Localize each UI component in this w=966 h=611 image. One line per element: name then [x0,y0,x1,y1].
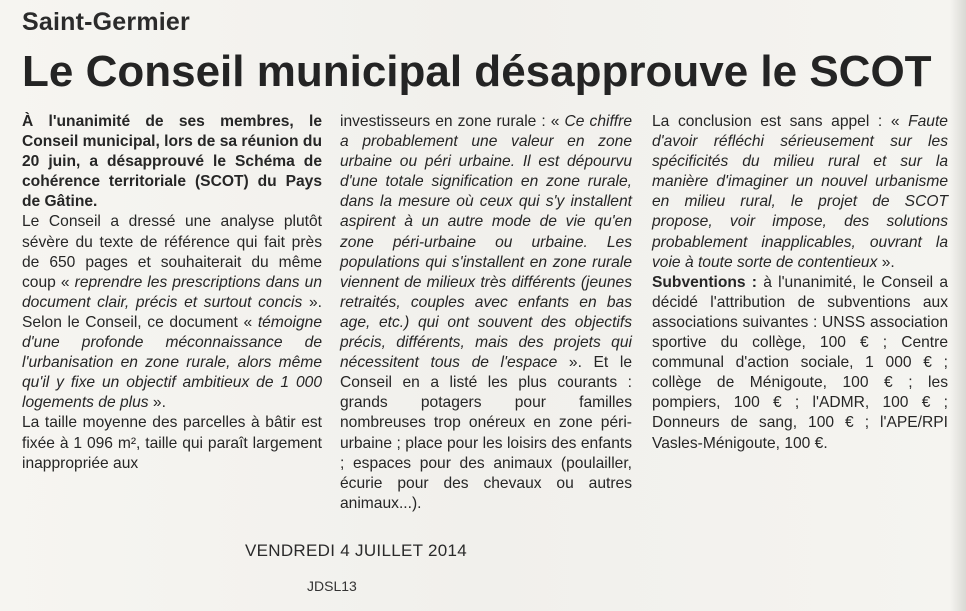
body-paragraph-2: La taille moyenne des parcelles à bâtir est fixée à 1 096 m², taille qui paraît largement inappropriée aux [22,414,322,472]
body-paragraph-4 [652,112,948,273]
subhead-subventions: Subventions : [652,273,757,291]
text-run: investisseurs en zone rurale : « [340,113,565,130]
headline: Le Conseil municipal désapprouve le SCOT [22,47,932,96]
body-paragraph-1 [22,212,322,413]
text-run: ». Et le Conseil en a listé les plus courants : grands potagers pour familles nombreuses trop onéreux en zone péri-urbaine ; place pour les loisirs des enfants ; espaces pour des animaux (poulailler, écurie pour des chevaux ou autres animaux...). [340,354,632,512]
text-run: Le Conseil a dressé une analyse plutôt sévère du texte de référence qui fait près de 650 pages et souhaiterait du même coup « [22,213,322,291]
quote-run: Faute d'avoir réfléchi sérieusement sur les spécificités du milieu rural et sur la manière d'imaginer un nouvel urbanisme en milieu rural, le projet de SCOT propose, voir impose, des solutions probablement inapplicables, ouvrant la voie à toute sorte de contentieux [652,113,948,271]
body-paragraph-5 [652,273,948,454]
column-1 [22,112,322,474]
text-run: à l'unanimité, le Conseil a décidé l'attribution de subventions aux associations suivantes : UNSS association sportive du collège, 100 € ; Centre communal d'action sociale, 1 000 € ; collège de Ménigoute, 100 € ; les pompiers, 100 € ; l'ADMR, 100 € ; Donneurs de sang, 100 € ; l'APE/RPI Vasles-Ménigoute, 100 €. [652,273,948,452]
lead-paragraph: À l'unanimité de ses membres, le Conseil municipal, lors de sa réunion du 20 juin, a désapprouvé le Schéma de cohérence territoriale (SCOT) du Pays de Gâtine. [22,113,322,211]
quote-run: reprendre les prescriptions dans un document clair, précis et surtout concis [22,273,322,311]
body-paragraph-3 [340,112,632,514]
quote-run: Ce chiffre a probablement une valeur en zone urbaine ou péri urbaine. Il est dépourvu d'une totale signification en zone rurale, dans la mesure où ceux qui s'y installent aspirent à un autre mode de vie qu'en zone péri-urbaine ou urbaine. Les populations qui s'installent en zone rurale viennent de milieux très différents (jeunes retraités, couples avec enfants en bas age, etc.) qui ont souvent des objectifs précis, différents, mais des projets qui nécessitent tous de l'espace [340,113,633,372]
publication-date: VENDREDI 4 JUILLET 2014 [245,541,468,560]
page-folio: JDSL13 [307,578,357,594]
text-run: ». [877,253,895,271]
column-2 [340,112,632,514]
text-run: La conclusion est sans appel : « [652,113,909,130]
section-title: Saint-Germier [22,8,190,36]
text-run: ». [148,394,166,412]
page-edge-shadow [950,0,966,611]
text-run: ». Selon le Conseil, ce document « [22,293,322,331]
column-3 [652,112,948,454]
quote-run: témoigne d'une profonde méconnaissance de l'urbanisation en zone rurale, alors même qu'il y fixe un objectif ambitieux de 1 000 logements de plus [22,313,322,412]
